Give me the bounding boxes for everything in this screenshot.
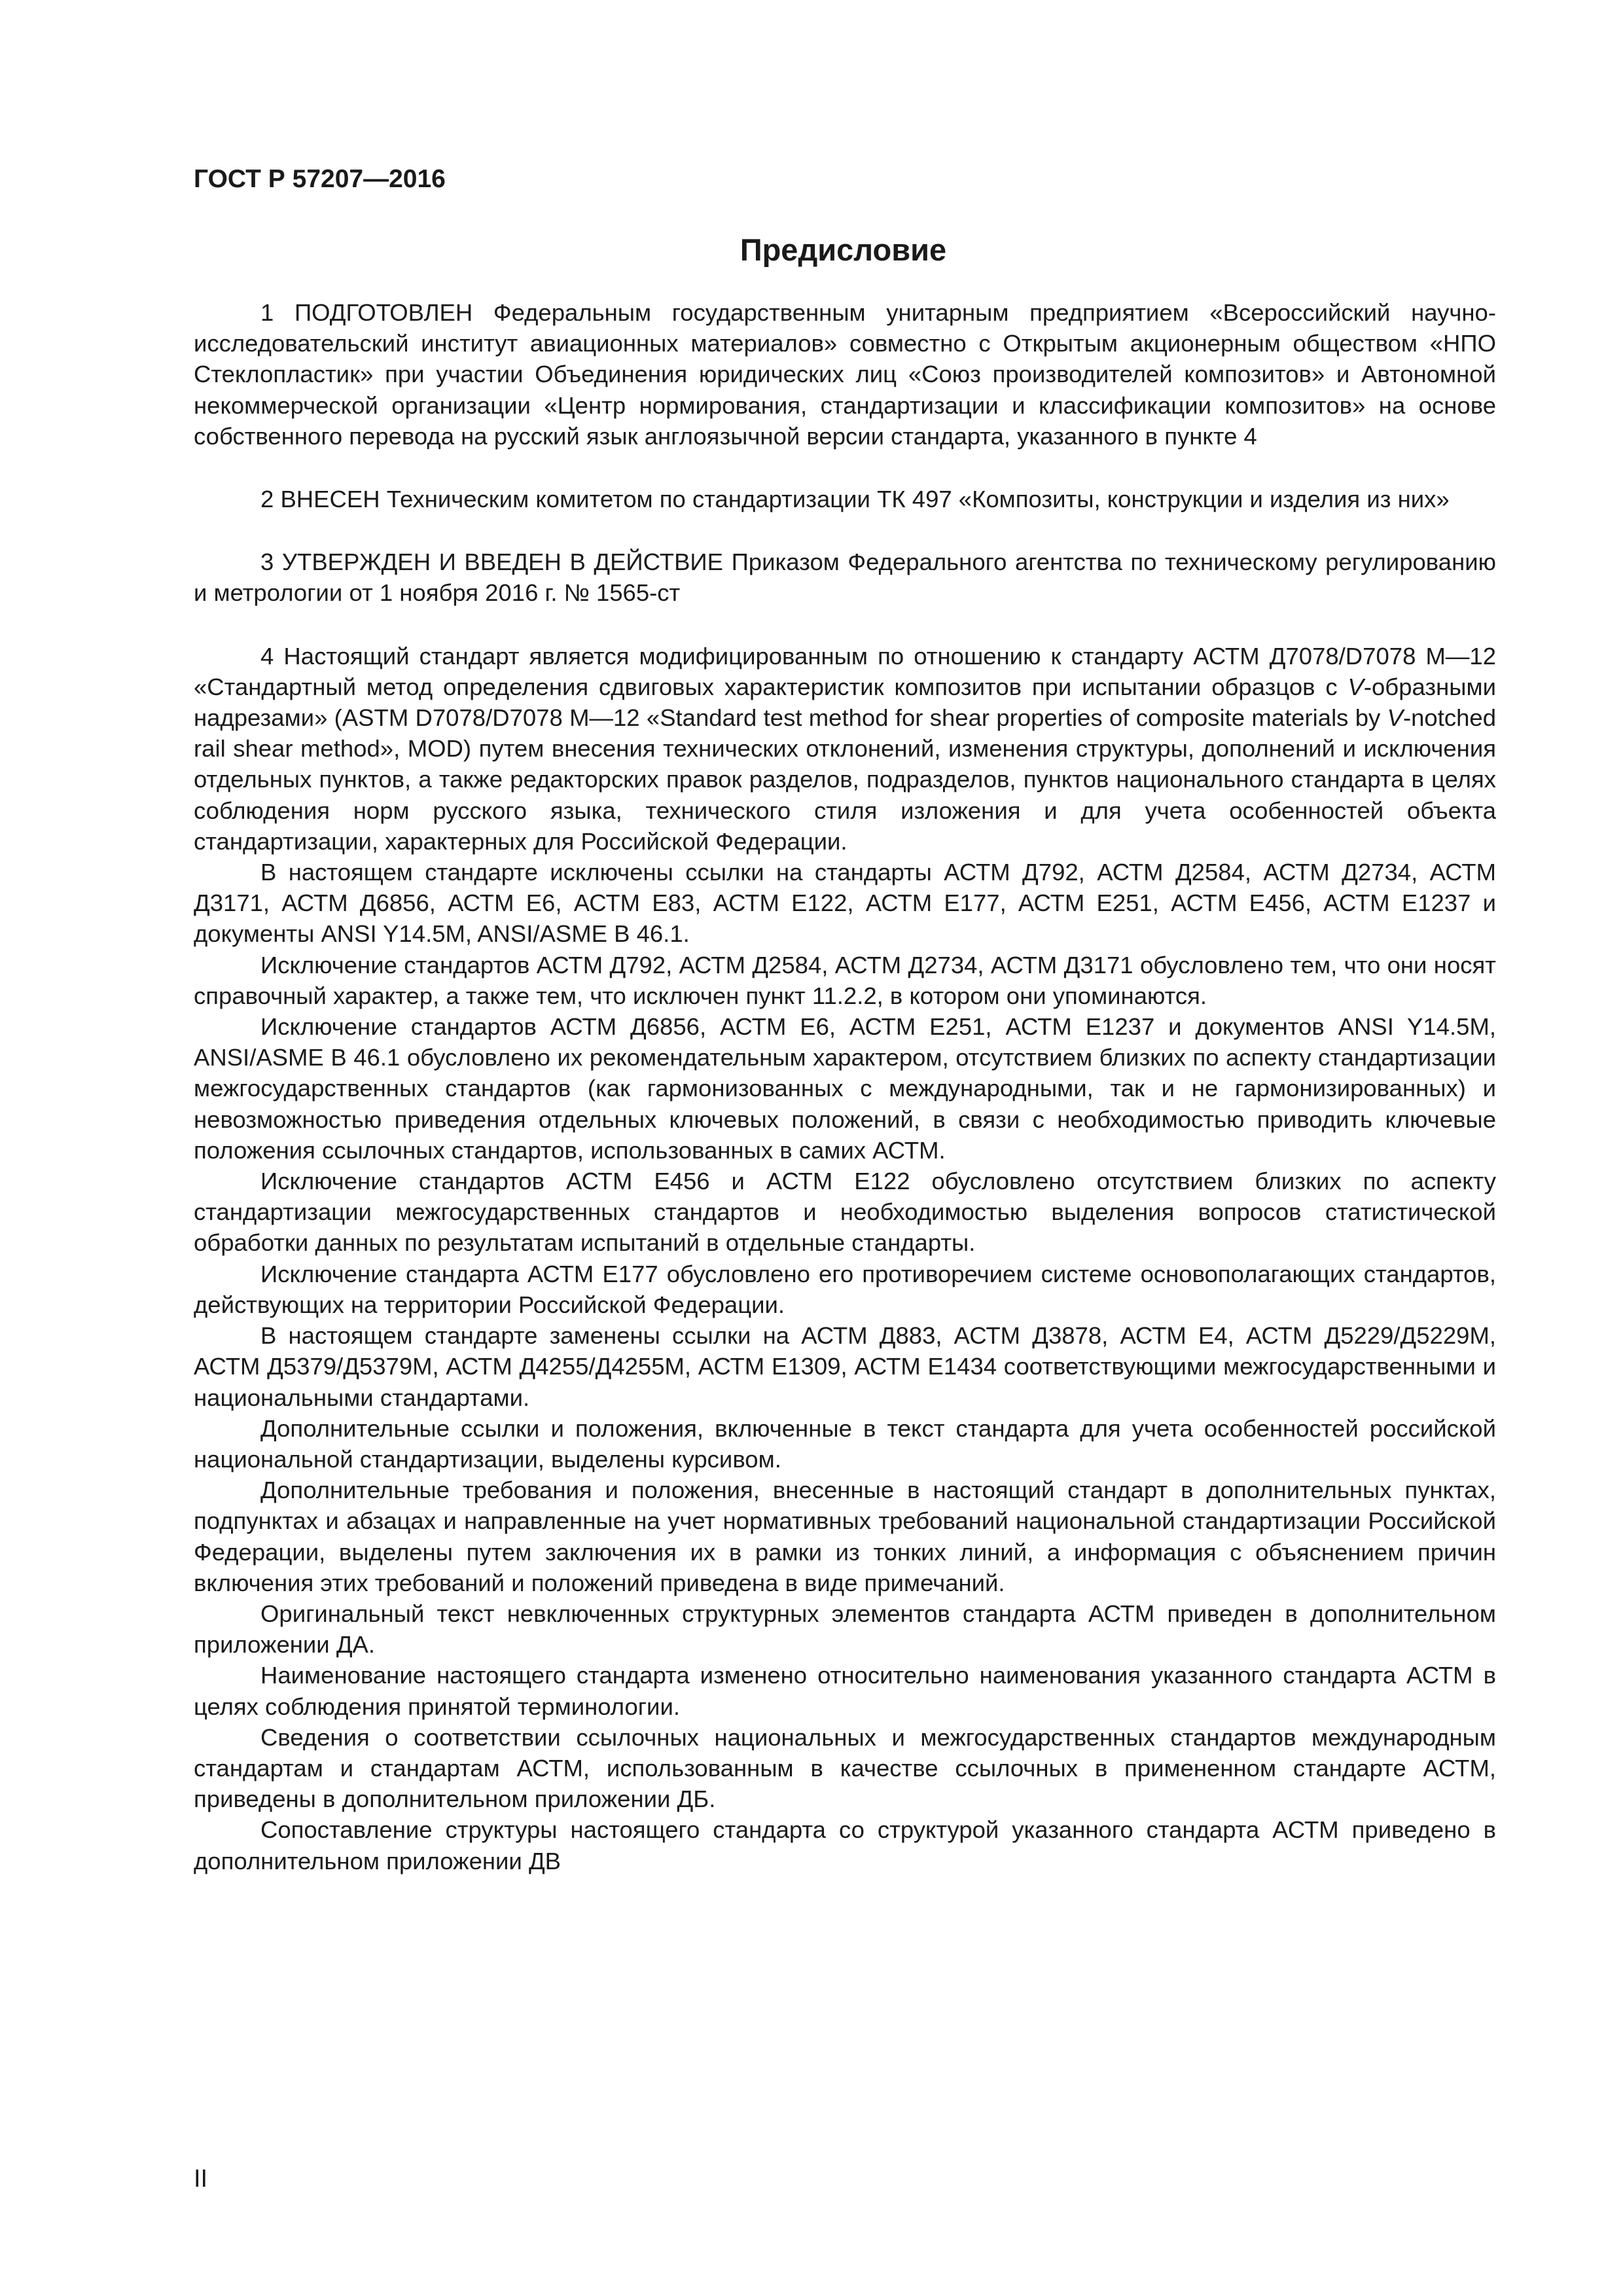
paragraph-exclusion-reason-3: Исключение стандартов АСТМ Е456 и АСТМ Е122 обусловлено отсутствием близких по аспекту стандартизации межгосударственных стандартов и необходимостью выделения вопросов статистической обработки данных по результатам испытаний в отдельные стандарты. [194, 1168, 1496, 1257]
paragraph-title-change: Наименование настоящего стандарта изменено относительно наименования указанного стандарта АСТМ в целях соблюдения принятой терминологии. [194, 1662, 1496, 1720]
paragraph-italic-note: Дополнительные ссылки и положения, включенные в текст стандарта для учета особенностей российской национальной стандартизации, выделены курсивом. [194, 1414, 1496, 1473]
paragraph-replaced-references: В настоящем стандарте заменены ссылки на АСТМ Д883, АСТМ Д3878, АСТМ Е4, АСТМ Д5229/Д5229М, АСТМ Д5379/Д5379М, АСТМ Д4255/Д4255М, АСТМ Е1309, АСТМ Е1434 соответствующими межгосударственными и национальными стандартами. [194, 1322, 1496, 1411]
text-segment: -образными надрезами» (ASTM D7078/D7078 M—12 «Standard test method for shear properties of composite materials by [194, 673, 1496, 732]
paragraph-submitted-by: 2 ВНЕСЕН Техническим комитетом по стандартизации ТК 497 «Композиты, конструкции и изделия из них» [260, 486, 1450, 513]
paragraph-appendix-db: Сведения о соответствии ссылочных национальных и межгосударственных стандартов международным стандартам и стандартам АСТМ, использованным в качестве ссылочных в примененном стандарте АСТМ, приведены в дополнительном приложении ДБ. [194, 1723, 1496, 1813]
paragraph-framed-note: Дополнительные требования и положения, внесенные в настоящий стандарт в дополнительных пунктах, подпунктах и абзацах и направленные на учет нормативных требований национальной стандартизации Российской Федерации, выделены путем заключения их в рамки из тонких линий, а информация с объяснением причин включения этих требований и положений приведена в виде примечаний. [194, 1477, 1496, 1596]
text-segment: 4 Настоящий стандарт является модифицированным по отношению к стандарту АСТМ Д7078/D7078 М—12 «Стандартный метод определения сдвиговых характеристик композитов при испытании образцов с [194, 642, 1496, 700]
page-title: Предисловие [740, 232, 947, 267]
text-segment: -notched rail shear method», MOD) путем внесения технических отклонений, изменения структуры, дополнений и исключения отдельных пунктов, а также редакторских правок разделов, подразделов, пунктов национального стандарта в целях соблюдения норм русского языка, технического стиля изложения и для учета особенностей объекта стандартизации, характерных для Российской Федерации. [194, 704, 1496, 855]
paragraph-approved: 3 УТВЕРЖДЕН И ВВЕДЕН В ДЕЙСТВИЕ Приказом Федерального агентства по техническому регулированию и метрологии от 1 ноября 2016 г. № 1565-ст [194, 548, 1496, 607]
page-number: II [194, 2165, 208, 2193]
paragraph-prepared-by: 1 ПОДГОТОВЛЕН Федеральным государственным унитарным предприятием «Всероссийский научно-исследовательский институт авиационных материалов» совместно с Открытым акционерным обществом «НПО Стеклопластик» при участии Объединения юридических лиц «Союз производителей композитов» и Автономной некоммерческой организации «Центр нормирования, стандартизации и классификации композитов» на основе собственного перевода на русский язык англоязычной версии стандарта, указанного в пункте 4 [194, 299, 1496, 450]
paragraph-exclusion-reason-4: Исключение стандарта АСТМ Е177 обусловлено его противоречием системе основополагающих стандартов, действующих на территории Российской Федерации. [194, 1260, 1496, 1318]
document-code: ГОСТ Р 57207—2016 [194, 165, 446, 193]
italic-v-letter: V [1347, 673, 1364, 700]
paragraph-appendix-dv: Сопоставление структуры настоящего стандарта со структурой указанного стандарта АСТМ приведено в дополнительном приложении ДВ [194, 1816, 1496, 1874]
paragraph-exclusion-reason-2: Исключение стандартов АСТМ Д6856, АСТМ Е6, АСТМ Е251, АСТМ Е1237 и документов ANSI Y14.5M, ANSI/ASME B 46.1 обусловлено их рекомендательным характером, отсутствием близких по аспекту стандартизации межгосударственных стандартов (как гармонизованных с международными, так и не гармонизированных) и невозможностью приведения отдельных ключевых положений, в связи с необходимостью приводить ключевые положения ссылочных стандартов, использованных в самих АСТМ. [194, 1013, 1496, 1164]
foreword-body [194, 297, 1496, 1876]
paragraph-excluded-references: В настоящем стандарте исключены ссылки на стандарты АСТМ Д792, АСТМ Д2584, АСТМ Д2734, АСТМ Д3171, АСТМ Д6856, АСТМ Е6, АСТМ Е83, АСТМ Е122, АСТМ Е177, АСТМ Е251, АСТМ Е456, АСТМ Е1237 и документы ANSI Y14.5M, ANSI/ASME B 46.1. [194, 859, 1496, 948]
paragraph-appendix-da: Оригинальный текст невключенных структурных элементов стандарта АСТМ приведен в дополнительном приложении ДА. [194, 1600, 1496, 1659]
italic-v-letter: V [1387, 704, 1403, 732]
paragraph-exclusion-reason-1: Исключение стандартов АСТМ Д792, АСТМ Д2584, АСТМ Д2734, АСТМ Д3171 обусловлено тем, что они носят справочный характер, а также тем, что исключен пункт 11.2.2, в котором они упоминаются. [194, 951, 1496, 1009]
paragraph-modification [194, 641, 1496, 857]
